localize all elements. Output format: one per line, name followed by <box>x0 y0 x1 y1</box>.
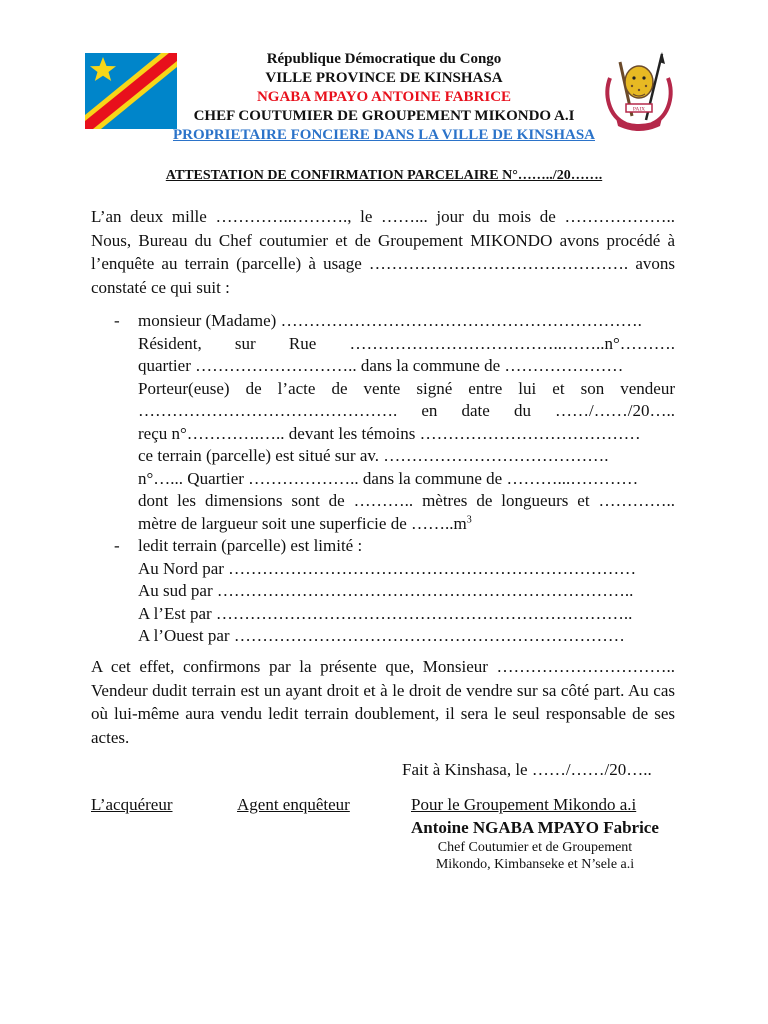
line-location: ce terrain (parcelle) est situé sur av. …………………………………. <box>138 446 609 465</box>
chief-office: CHEF COUTUMIER DE GROUPEMENT MIKONDO A.I <box>193 108 575 124</box>
boundary-north: Au Nord par ……………………………………………………………… <box>138 558 637 578</box>
country-name: République Démocratique du Congo <box>266 51 502 67</box>
signature-acquirer: L’acquéreur <box>91 795 173 814</box>
line-receipt: reçu n°………….….. devant les témoins ………………………………… <box>138 423 641 443</box>
line-quarter: quartier ……………………….. dans la commune de ………………… <box>138 356 624 375</box>
line-quarter-commune: n°…... Quartier ……………….. dans la commune de ………...………… <box>138 468 639 488</box>
emblem-motto: PAIX <box>632 106 646 113</box>
boundary-south: Au sud par ……………………………………………………………….. <box>138 581 634 600</box>
dash-marker: - <box>114 311 120 330</box>
item-owner-details <box>91 310 675 535</box>
item-boundaries <box>91 535 675 648</box>
surface-superscript: 3 <box>466 513 472 525</box>
line-residence: Résident, sur Rue ………………………………..……..n°………. <box>138 333 675 353</box>
intro-paragraph: L’an deux mille …………..………., le ……... jour du mois de ……………….. Nous, Bureau du Chef coutumier et de Groupement MIKONDO avons procédé à l’enquête au terrain (parcelle) à usage ………………………………………. avons constaté ce qui suit : <box>91 207 675 297</box>
signature-agent: Agent enquêteur <box>237 795 350 814</box>
boundary-west: A l’Ouest par …………………………………………………………… <box>138 626 625 645</box>
line-surface <box>138 513 675 536</box>
document-title: ATTESTATION DE CONFIRMATION PARCELAIRE N°……../20……. <box>165 168 603 183</box>
province-name: VILLE PROVINCE DE KINSHASA <box>265 70 503 86</box>
chief-full-name: NGABA MPAYO ANTOINE FABRICE <box>256 89 512 105</box>
place-date: Fait à Kinshasa, le ……/……/20….. <box>402 760 652 779</box>
chief-title-line1: Chef Coutumier et de Groupement <box>437 840 633 855</box>
line-holder: Porteur(euse) de l’acte de vente signé entre lui et son vendeur <box>138 378 675 398</box>
surface-text: mètre de largueur soit une superficie de ……..m <box>138 513 467 533</box>
line-date: ………………………………………. en date du ……/……/20….. <box>138 401 675 420</box>
dash-marker: - <box>114 536 120 555</box>
chief-signatory-name: Antoine NGABA MPAYO Fabrice <box>411 818 659 837</box>
letterhead <box>0 50 768 145</box>
line-owner: monsieur (Madame) ………………………………………………………. <box>138 311 642 330</box>
boundary-east: A l’Est par ……………………………………………………………….. <box>138 603 633 623</box>
confirmation-paragraph: A cet effet, confirmons par la présente que, Monsieur ………………………….. Vendeur dudit terrain est un ayant droit et à le droit de vendre sur sa côté part. Au cas où lui-même aura vendu ledit terrain doublement, il sera le seul responsable de ses actes. <box>91 657 675 747</box>
chief-title-line2: Mikondo, Kimbanseke et N’sele a.i <box>435 857 635 872</box>
signature-groupement: Pour le Groupement Mikondo a.i <box>411 795 637 814</box>
owner-statement: PROPRIETAIRE FONCIERE DANS LA VILLE DE KINSHASA <box>172 127 596 143</box>
line-dimensions: dont les dimensions sont de ……….. mètres de longueurs et ………….. <box>138 491 675 510</box>
boundaries-heading: ledit terrain (parcelle) est limité : <box>138 536 363 555</box>
